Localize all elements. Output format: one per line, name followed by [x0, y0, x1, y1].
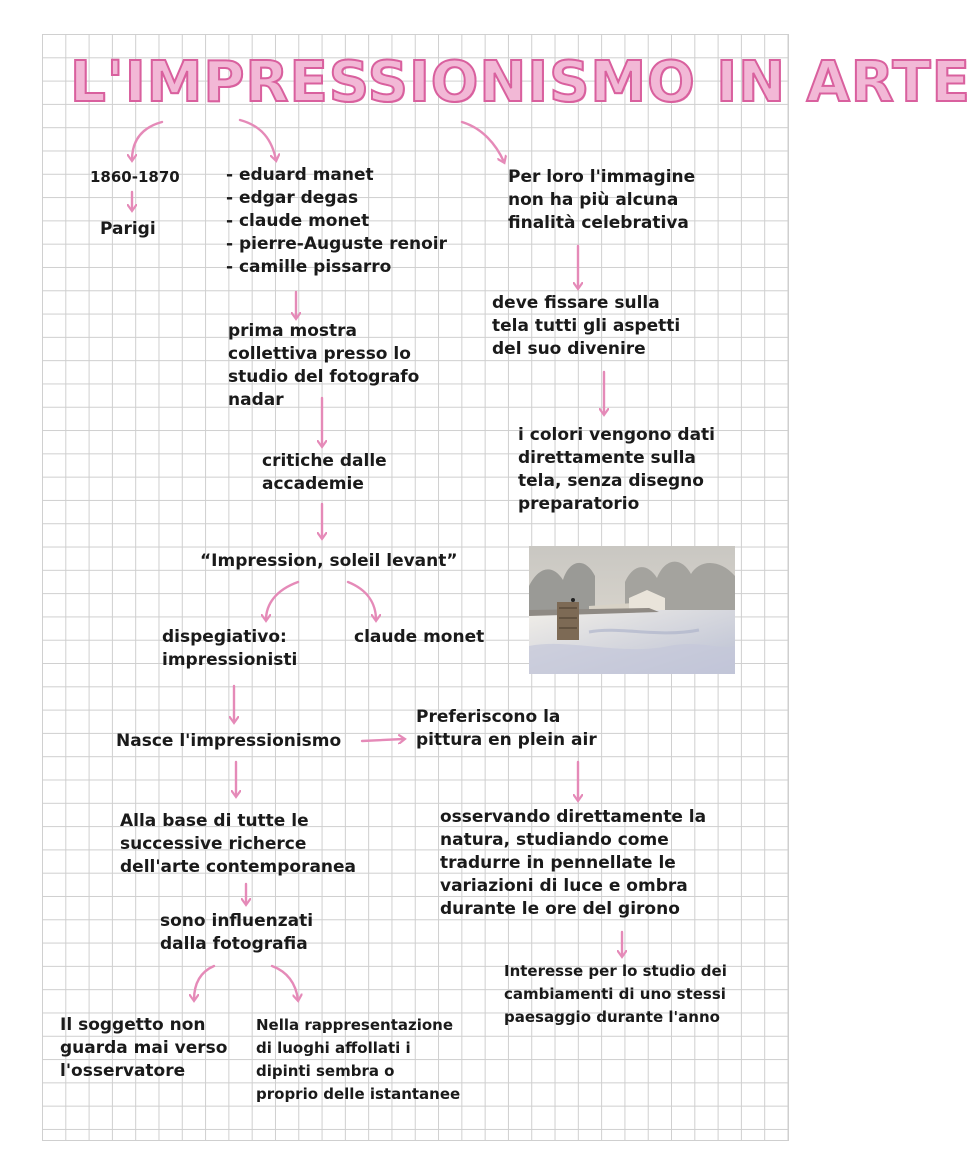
interest-line: cambiamenti di uno stessi: [504, 985, 726, 1003]
crowded-line: dipinti sembra o: [256, 1062, 395, 1080]
observing-line: variazioni di luce e ombra: [440, 876, 688, 896]
image-purpose-note: [508, 166, 695, 235]
artist-item: - eduard manet: [226, 165, 374, 185]
interest-line: paesaggio durante l'anno: [504, 1008, 720, 1026]
basis-line: Alla base di tutte le: [120, 811, 309, 831]
monet-magpie-painting: [529, 546, 735, 674]
birth-note: [116, 730, 341, 753]
city-label: [100, 218, 156, 241]
basis-line: dell'arte contemporanea: [120, 857, 357, 877]
colors-line: direttamente sulla: [518, 448, 696, 468]
capture-note: [492, 292, 680, 361]
plein-air-note: [416, 706, 597, 752]
artist-item: - edgar degas: [226, 188, 359, 208]
colors-line: i colori vengono dati: [518, 425, 715, 445]
interest-line: Interesse per lo studio dei: [504, 962, 727, 980]
monet-note: [354, 626, 484, 649]
interest-note: [504, 960, 727, 1029]
subject-line: Il soggetto non: [60, 1015, 206, 1035]
critics-line: critiche dalle: [262, 451, 387, 471]
exhibition-line: prima mostra: [228, 321, 357, 341]
painting-title-text: “Impression, soleil levant”: [200, 551, 458, 571]
exhibition-line: collettiva presso lo: [228, 344, 411, 364]
photo-influence-line: sono influenzati: [160, 911, 314, 931]
photo-influence-line: dalla fotografia: [160, 934, 308, 954]
derogatory-line: dispegiativo:: [162, 627, 287, 647]
subject-line: guarda mai verso: [60, 1038, 228, 1058]
basis-note: [120, 810, 356, 879]
city-text: Parigi: [100, 219, 156, 239]
date-text: 1860-1870: [90, 168, 180, 186]
basis-line: successive richerce: [120, 834, 307, 854]
derogatory-note: [162, 626, 297, 672]
observing-line: natura, studiando come: [440, 830, 669, 850]
subject-line: l'osservatore: [60, 1061, 186, 1081]
colors-note: [518, 424, 715, 516]
artist-item: - claude monet: [226, 211, 370, 231]
artist-item: - camille pissarro: [226, 257, 392, 277]
photo-influence-note: [160, 910, 313, 956]
crowded-line: di luoghi affollati i: [256, 1039, 411, 1057]
monet-text: claude monet: [354, 627, 485, 647]
page-title: L'IMPRESSIONISMO IN ARTE: [70, 50, 971, 115]
snow-landscape-image: [529, 546, 735, 674]
capture-line: del suo divenire: [492, 339, 646, 359]
image-purpose-line: finalità celebrativa: [508, 213, 689, 233]
birth-text: Nasce l'impressionismo: [116, 731, 342, 751]
exhibition-note: [228, 320, 419, 412]
capture-line: tela tutti gli aspetti: [492, 316, 681, 336]
painting-title-note: [200, 550, 458, 573]
observing-line: tradurre in pennellate le: [440, 853, 676, 873]
crowded-line: Nella rappresentazione: [256, 1016, 454, 1034]
subject-note: [60, 1014, 227, 1083]
critics-line: accademie: [262, 474, 364, 494]
image-purpose-line: non ha più alcuna: [508, 190, 679, 210]
derogatory-line: impressionisti: [162, 650, 298, 670]
plein-air-line: pittura en plein air: [416, 730, 597, 750]
image-purpose-line: Per loro l'immagine: [508, 167, 696, 187]
colors-line: preparatorio: [518, 494, 640, 514]
observing-line: osservando direttamente la: [440, 807, 707, 827]
observing-note: [440, 806, 706, 921]
exhibition-line: studio del fotografo: [228, 367, 420, 387]
observing-line: durante le ore del girono: [440, 899, 680, 919]
crowded-note: [256, 1014, 460, 1106]
artist-item: - pierre-Auguste renoir: [226, 234, 447, 254]
plein-air-line: Preferiscono la: [416, 707, 561, 727]
date-label: [90, 166, 180, 189]
critics-note: [262, 450, 387, 496]
artists-list: [226, 164, 447, 279]
colors-line: tela, senza disegno: [518, 471, 704, 491]
crowded-line: proprio delle istantanee: [256, 1085, 461, 1103]
capture-line: deve fissare sulla: [492, 293, 660, 313]
exhibition-line: nadar: [228, 390, 284, 410]
